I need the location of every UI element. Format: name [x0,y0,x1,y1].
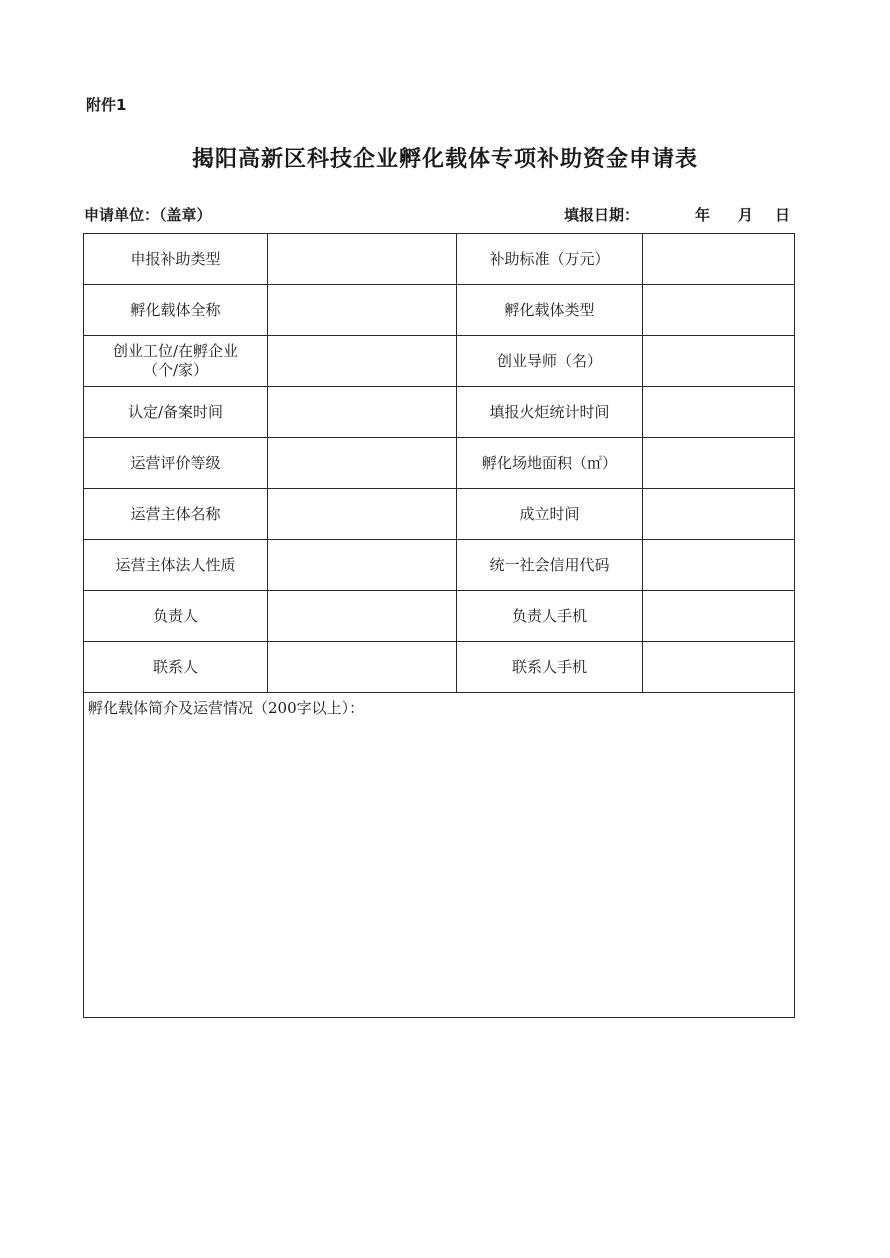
operator-name-field[interactable] [268,489,457,540]
page-title: 揭阳高新区科技企业孵化载体专项补助资金申请表 [191,147,698,172]
certification-time-label: 认定/备案时间 [84,387,268,438]
evaluation-grade-field[interactable] [268,438,457,489]
subsidy-standard-field[interactable] [643,234,795,285]
manager-label: 负责人 [84,591,268,642]
incubator-full-name-field[interactable] [268,285,457,336]
legal-nature-field[interactable] [268,540,457,591]
form-row-contact [84,642,795,693]
fill-date-label: 填报日期： [563,206,639,224]
credit-code-field[interactable] [643,540,795,591]
manager-phone-field[interactable] [643,591,795,642]
application-form-table [83,233,795,1018]
day-label: 日 [774,206,790,224]
form-row-workstations [84,336,795,387]
form-row-manager [84,591,795,642]
contact-phone-field[interactable] [643,642,795,693]
incubator-full-name-label: 孵化载体全称 [84,285,268,336]
torch-statistics-time-label: 填报火炬统计时间 [457,387,643,438]
established-time-label: 成立时间 [457,489,643,540]
operator-name-label: 运营主体名称 [84,489,268,540]
form-row-certification [84,387,795,438]
contact-label: 联系人 [84,642,268,693]
form-row-operator [84,489,795,540]
subsidy-type-field[interactable] [268,234,457,285]
month-label: 月 [737,206,753,224]
attachment-label: 附件1 [86,96,127,114]
incubator-type-field[interactable] [643,285,795,336]
site-area-field[interactable] [643,438,795,489]
subsidy-standard-label: 补助标准（万元） [457,234,643,285]
form-row-description [84,693,795,1018]
credit-code-label: 统一社会信用代码 [457,540,643,591]
form-row-evaluation [84,438,795,489]
mentors-label: 创业导师（名） [457,336,643,387]
certification-time-field[interactable] [268,387,457,438]
description-label: 孵化载体简介及运营情况（200字以上）： [88,699,365,717]
site-area-label: 孵化场地面积（㎡） [457,438,643,489]
fill-date [564,204,790,225]
subsidy-type-label: 申报补助类型 [84,234,268,285]
form-row-incubator-name [84,285,795,336]
incubator-type-label: 孵化载体类型 [457,285,643,336]
workstations-label [84,336,268,387]
workstations-label-line2: （个/家） [142,361,209,379]
legal-nature-label: 运营主体法人性质 [84,540,268,591]
contact-field[interactable] [268,642,457,693]
established-time-field[interactable] [643,489,795,540]
manager-phone-label: 负责人手机 [457,591,643,642]
form-row-legal-nature [84,540,795,591]
description-cell[interactable] [84,693,795,1018]
workstations-field[interactable] [268,336,457,387]
contact-phone-label: 联系人手机 [457,642,643,693]
mentors-field[interactable] [643,336,795,387]
workstations-label-line1: 创业工位/在孵企业 [112,342,239,361]
year-label: 年 [694,206,710,224]
torch-statistics-time-field[interactable] [643,387,795,438]
applicant-unit-label: 申请单位：（盖章） [84,206,212,224]
form-meta-row [84,204,794,228]
manager-field[interactable] [268,591,457,642]
evaluation-grade-label: 运营评价等级 [84,438,268,489]
form-row-subsidy-type [84,234,795,285]
